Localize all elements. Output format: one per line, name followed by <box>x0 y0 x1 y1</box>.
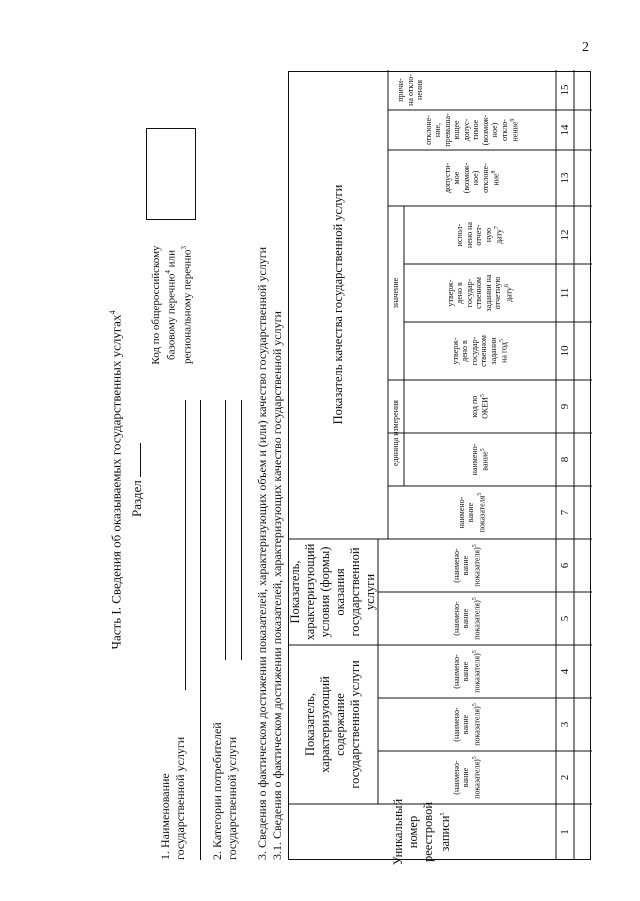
part-title: Часть I. Сведения об оказываемых государственных услугах$^4$ <box>108 310 124 650</box>
consumers-line-2[interactable] <box>241 400 242 660</box>
indicator-name-col6: (наимено- вание показателя)$^5$ <box>451 544 482 587</box>
unique-record-header: Уникальный номер реестровой записи$^5$ <box>390 798 453 866</box>
registry-code-box[interactable] <box>146 128 196 220</box>
value-header: значение <box>391 277 401 309</box>
rotated-form-sheet <box>20 60 620 866</box>
col-number-12: 12 <box>559 229 571 241</box>
indicator-name-col2: (наимено- вание показателя)$^5$ <box>451 756 482 799</box>
service-name-line-2[interactable] <box>200 400 201 860</box>
col-number-15: 15 <box>559 84 571 96</box>
col-number-14: 14 <box>559 124 571 136</box>
content-indicator-header: Показатель, характеризующий содержание государственной услуги <box>303 660 362 789</box>
col-number-11: 11 <box>559 287 571 299</box>
col-number-5: 5 <box>559 615 571 622</box>
col-number-8: 8 <box>559 456 571 463</box>
registry-code-label: Код по общероссийскому базовому перечню$^4$ или региональному перечню$^3$ <box>150 245 194 365</box>
section-label: Раздел <box>128 100 145 860</box>
quality-indicator-header: Показатель качества государственной услуги <box>330 184 345 425</box>
excess-deviation: отклоне- ние, превыша- ющее допус- тимое (возмож- ное) откло- нение$^9$ <box>423 113 520 147</box>
quality-indicators-table <box>288 70 592 866</box>
consumers-line[interactable] <box>225 400 226 660</box>
quality-indicator-name: наимено- вание показателя$^5$ <box>456 492 487 533</box>
unit-name: наимено- вание$^5$ <box>469 443 490 476</box>
approved-year: утверж- дено в государ- ственном задании на год$^5$ <box>450 335 509 367</box>
indicator-name-col3: (наимено- вание показателя)$^5$ <box>451 703 482 746</box>
section-3-1-heading: 3.1. Сведения о фактическом достижении показателей, характеризующих качество государственной услуги <box>270 311 284 860</box>
col-number-3: 3 <box>559 721 571 728</box>
allowed-deviation: допусти- мое (возмож- ное) отклоне- ние$^8$ <box>442 162 501 194</box>
okei-code: код по ОКЕИ$^5$ <box>469 394 490 419</box>
table-row[interactable] <box>574 70 592 860</box>
col-number-2: 2 <box>559 774 571 781</box>
executed-report-date: испол- нено на отчет- ную дату$^7$ <box>455 222 505 248</box>
unit-header: единица измерения <box>391 400 401 466</box>
col-number-10: 10 <box>559 345 571 357</box>
approved-report-date: утверж- дено в государ- ственном задании на отчетную дату$^6$ <box>445 274 514 312</box>
col-number-7: 7 <box>559 509 571 516</box>
col-number-9: 9 <box>559 403 571 410</box>
col-number-1: 1 <box>559 829 571 835</box>
col-number-13: 13 <box>559 172 571 184</box>
conditions-indicator-header: Показатель, характеризующий условия (формы) оказания государственной услуги <box>288 543 377 641</box>
section-number-blank[interactable] <box>128 443 141 477</box>
consumers-label: 2. Категории потребителей государственной услуги <box>210 722 239 860</box>
indicator-name-col4: (наимено- вание показателя)$^5$ <box>451 650 482 693</box>
col-number-4: 4 <box>559 668 571 675</box>
indicator-name-col5: (наимено- вание показателя)$^5$ <box>451 597 482 640</box>
service-name-line[interactable] <box>185 400 186 690</box>
section-3-heading: 3. Сведения о фактическом достижении показателей, характеризующих объем и (или) качество государственной услуги <box>255 246 269 860</box>
service-name-label: 1. Наименование государственной услуги <box>158 736 187 860</box>
page-number: 2 <box>582 40 589 55</box>
deviation-reason: причи- на откло- нения <box>396 74 424 106</box>
col-number-6: 6 <box>559 562 571 569</box>
